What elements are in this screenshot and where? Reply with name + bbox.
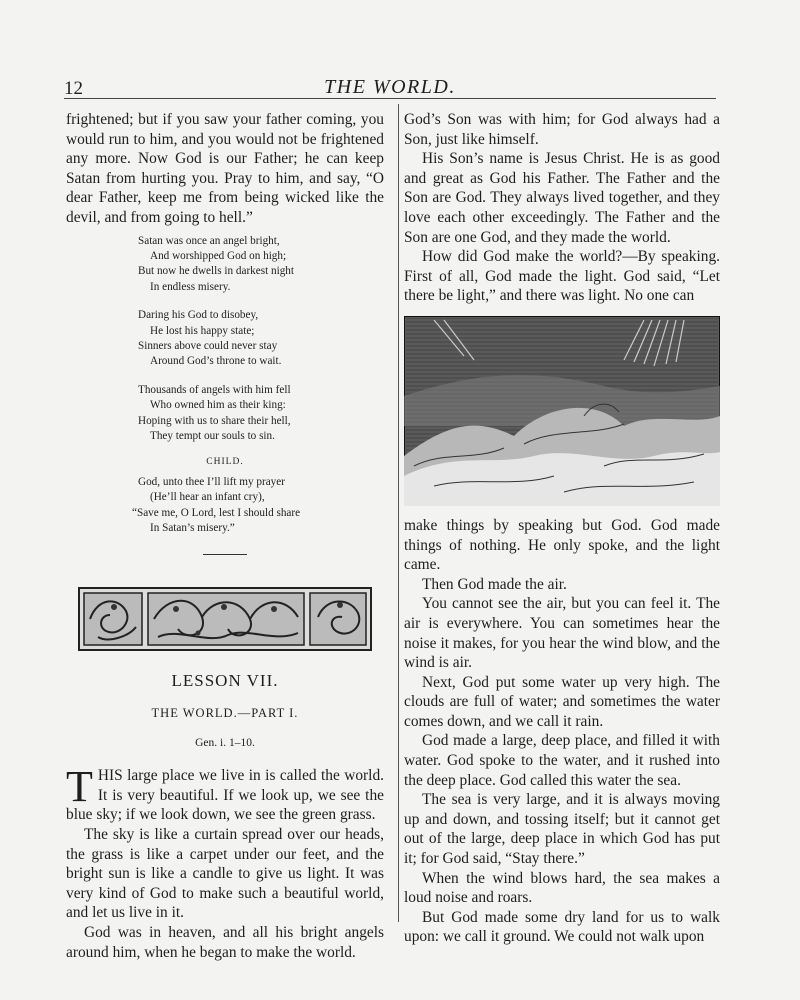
paragraph: The sea is very large, and it is always moving up and down, and tossing itself; but it cannot get out of the large, deep place in which God has put it; for God said, “Stay there.” <box>404 791 720 868</box>
poem <box>132 234 384 537</box>
paragraph: When the wind blows hard, the sea makes a loud noise and roars. <box>404 869 720 907</box>
left-column <box>66 110 384 962</box>
paragraph <box>66 762 384 825</box>
poem-line: “Save me, O Lord, lest I should share <box>132 506 301 519</box>
poem-line: But now he dwells in darkest night <box>138 265 294 278</box>
child-verse <box>132 475 384 537</box>
poem-line: Who owned him as their king: <box>150 399 286 412</box>
lesson-subheading: THE WORLD.—PART I. <box>151 706 299 721</box>
paragraph: God was in heaven, and all his bright angels around him, when he began to make the world. <box>66 924 384 961</box>
page-number: 12 <box>64 78 83 99</box>
paragraph-text: HIS large place we live in is called the world. It is very beautiful. If we look up, we see the blue sky; if we look down, we see the green grass. <box>66 767 384 824</box>
section-rule <box>203 554 247 555</box>
poem-stanza <box>138 234 384 296</box>
paragraph: make things by speaking but God. God made things of nothing. He only spoke, and the light came. <box>404 516 720 574</box>
poem-line: Hoping with us to share their hell, <box>138 414 291 427</box>
drop-cap: T <box>66 762 93 812</box>
poem-line: They tempt our souls to sin. <box>150 430 275 443</box>
running-title: THE WORLD. <box>324 76 456 98</box>
paragraph: His Son’s name is Jesus Christ. He is as good and great as God his Father. The Father and the Son are God. They always lived together, and they love each other exceedingly. The Father and the Son are one God, and they made the world. <box>404 150 720 246</box>
paragraph: frightened; but if you saw your father coming, you would run to him, and you would not be frightened any more. Now God is our Father; he can keep Satan from hurting you. Pray to him, and say, “O dear Father, keep me from being wicked like the devil, and from going to hell.” <box>66 111 384 226</box>
poem-line: Around God’s throne to wait. <box>150 355 282 368</box>
paragraph: God made a large, deep place, and filled it with water. God spoke to the water, and it rushed into the deep place. God called this water the sea. <box>404 732 720 789</box>
paragraph: But God made some dry land for us to walk upon: we call it ground. We could not walk upon <box>404 908 720 946</box>
poem-line: In endless misery. <box>150 280 231 293</box>
scripture-reference: Gen. i. 1–10. <box>195 736 255 749</box>
paragraph: The sky is like a curtain spread over our heads, the grass is like a carpet under our feet, and the bright sun is like a candle to give us light. It was very kind of God to make such a beautiful world, and let us live in it. <box>66 826 384 922</box>
stormy-sea-engraving <box>404 316 720 506</box>
poem-line: Thousands of angels with him fell <box>138 383 291 396</box>
poem-line: (He’ll hear an infant cry), <box>150 491 265 504</box>
poem-line: And worshipped God on high; <box>150 249 287 262</box>
child-heading: CHILD. <box>206 457 244 468</box>
paragraph: Then God made the air. <box>422 575 567 593</box>
paragraph: You cannot see the air, but you can feel it. The air is everywhere. You can sometimes hear the noise it makes, for you hear the wind blow, and the wind is air. <box>404 595 720 672</box>
ornamental-border-image <box>78 587 372 651</box>
right-column <box>404 110 720 947</box>
paragraph: How did God make the world?—By speaking. First of all, God made the light. God said, “Let there be light,” and there was light. No one can <box>404 248 720 305</box>
column-divider <box>398 104 399 922</box>
poem-line: He lost his happy state; <box>150 324 255 337</box>
poem-line: Daring his God to disobey, <box>138 309 259 322</box>
lesson-title: LESSON VII. <box>171 671 279 691</box>
poem-line: Sinners above could never stay <box>138 340 278 352</box>
poem-stanza <box>138 308 384 370</box>
poem-line: In Satan’s misery.” <box>150 522 235 535</box>
poem-line: Satan was once an angel bright, <box>138 234 280 247</box>
header-rule <box>64 98 716 99</box>
paragraph: Next, God put some water up very high. The clouds are full of water; and sometimes the water comes down, and we call it rain. <box>404 673 720 730</box>
poem-stanza <box>138 383 384 445</box>
poem-line: God, unto thee I’ll lift my prayer <box>138 475 285 488</box>
paragraph: God’s Son was with him; for God always had a Son, just like himself. <box>404 111 720 148</box>
